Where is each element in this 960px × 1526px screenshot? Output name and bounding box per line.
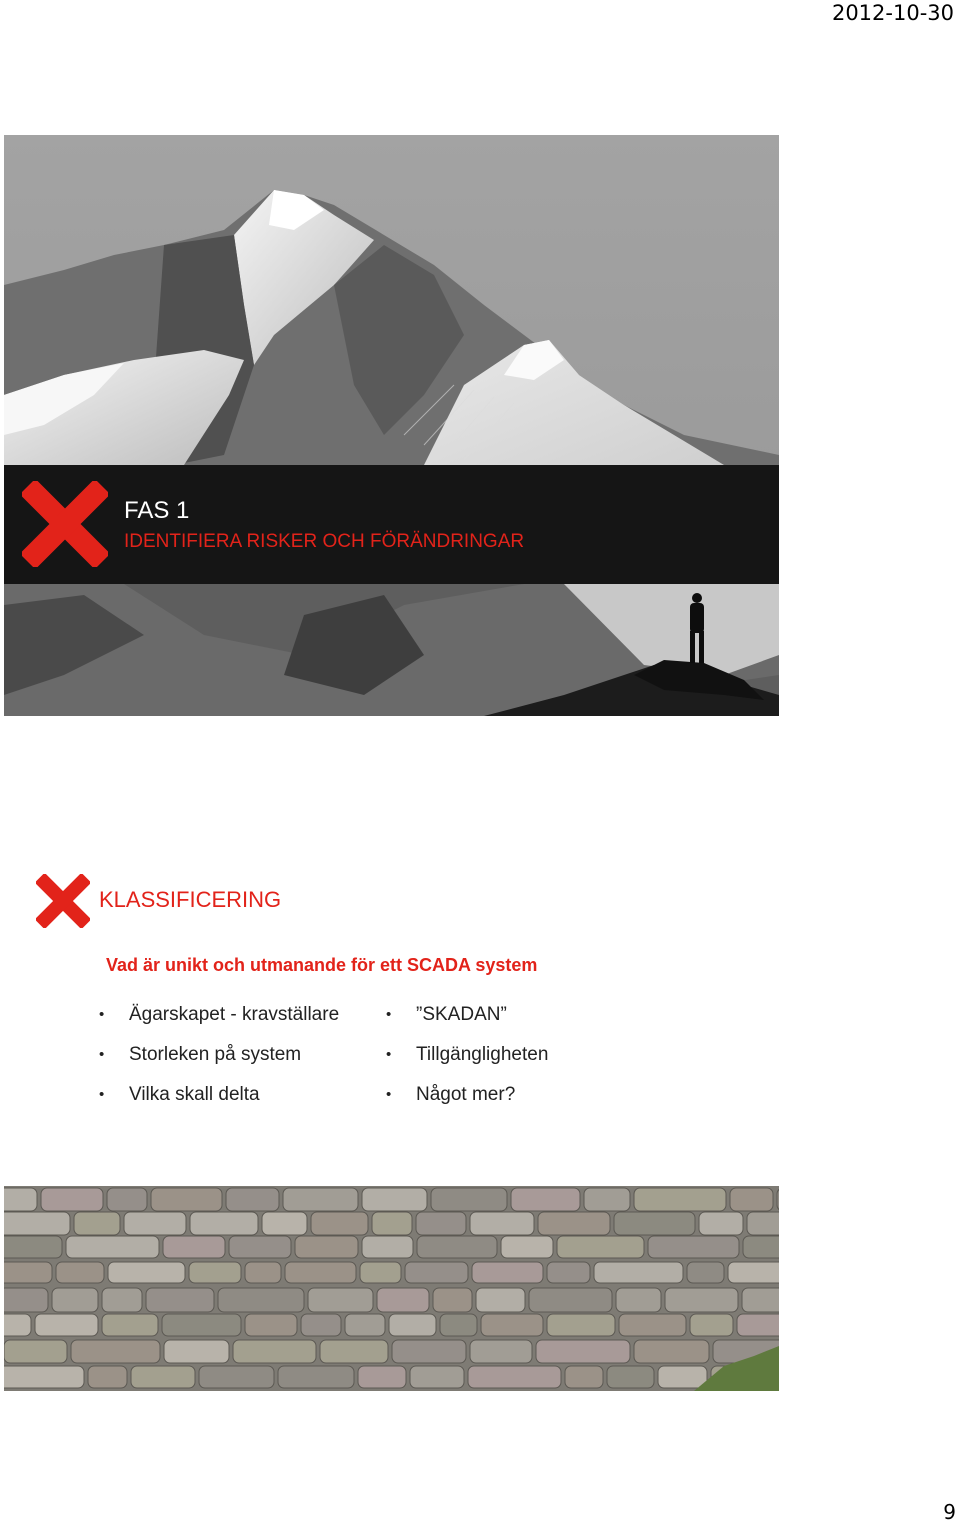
stone: [151, 1188, 222, 1211]
stone: [88, 1366, 127, 1388]
stone: [699, 1212, 743, 1235]
stone: [162, 1314, 241, 1336]
stone: [283, 1188, 358, 1211]
stone: [189, 1262, 241, 1283]
stone: [4, 1340, 67, 1363]
stone: [389, 1314, 436, 1336]
page-number: 9: [943, 1500, 956, 1524]
stone: [405, 1262, 468, 1283]
stone: [547, 1262, 590, 1283]
stone: [737, 1314, 779, 1336]
slide-question: Vad är unikt och utmanande för ett SCADA system: [106, 955, 538, 975]
stone: [470, 1340, 532, 1363]
stone: [108, 1262, 185, 1283]
red-x-icon: [36, 874, 90, 928]
stone: [4, 1314, 31, 1336]
stone: [301, 1314, 341, 1336]
slide-fas1: [4, 135, 779, 716]
stone: [4, 1288, 48, 1312]
stone: [107, 1188, 147, 1211]
stone-wall-photo: [4, 1186, 779, 1391]
stone: [320, 1340, 388, 1363]
stone: [410, 1366, 464, 1388]
stone: [35, 1314, 98, 1336]
stone: [743, 1236, 779, 1258]
stone: [164, 1340, 229, 1363]
stone: [124, 1212, 186, 1235]
stone: [4, 1366, 84, 1388]
stone: [218, 1288, 304, 1312]
stone: [742, 1288, 779, 1312]
stone: [285, 1262, 356, 1283]
stone: [362, 1236, 413, 1258]
stone: [52, 1288, 98, 1312]
stone: [470, 1212, 534, 1235]
stone: [102, 1314, 158, 1336]
list-item: • Ägarskapet - kravställare: [99, 1002, 339, 1042]
stone: [536, 1340, 630, 1363]
stone: [468, 1366, 561, 1388]
list-item: • Tillgängligheten: [386, 1042, 548, 1082]
stone: [74, 1212, 120, 1235]
stone: [199, 1366, 274, 1388]
stone: [146, 1288, 214, 1312]
stone: [614, 1212, 695, 1235]
mountain-photo: [4, 135, 779, 716]
slide-title: KLASSIFICERING: [99, 887, 282, 912]
stone: [41, 1188, 103, 1211]
stone: [634, 1340, 709, 1363]
stone: [233, 1340, 316, 1363]
stone: [4, 1188, 37, 1211]
stone: [102, 1288, 142, 1312]
page-date: 2012-10-30: [831, 1, 954, 25]
slide-stone-wall: [4, 1186, 779, 1391]
slide-banner: [4, 465, 779, 584]
stone: [658, 1366, 707, 1388]
stone: [431, 1188, 507, 1211]
stone: [619, 1314, 686, 1336]
stone: [262, 1212, 307, 1235]
stone: [472, 1262, 543, 1283]
stone: [481, 1314, 543, 1336]
stone: [245, 1262, 281, 1283]
stone: [4, 1262, 52, 1283]
stone: [594, 1262, 683, 1283]
stone: [56, 1262, 104, 1283]
stone: [229, 1236, 291, 1258]
stone: [308, 1288, 373, 1312]
red-x-icon: [22, 481, 108, 567]
stone: [131, 1366, 195, 1388]
list-item: • Något mer?: [386, 1082, 548, 1122]
stone: [66, 1236, 159, 1258]
stone: [538, 1212, 610, 1235]
stone: [360, 1262, 401, 1283]
stone: [687, 1262, 724, 1283]
stone: [730, 1188, 773, 1211]
stone: [728, 1262, 779, 1283]
stone: [634, 1188, 726, 1211]
slide-subtitle: IDENTIFIERA RISKER OCH FÖRÄNDRINGAR: [124, 531, 525, 552]
slide-title: FAS 1: [124, 497, 190, 524]
stone: [392, 1340, 466, 1363]
stone: [358, 1366, 406, 1388]
stone: [584, 1188, 630, 1211]
list-item: • Storleken på system: [99, 1042, 339, 1082]
stone: [71, 1340, 160, 1363]
stone: [190, 1212, 258, 1235]
stone: [557, 1236, 644, 1258]
stone: [616, 1288, 661, 1312]
stone: [416, 1212, 466, 1235]
stone: [417, 1236, 497, 1258]
stone: [565, 1366, 603, 1388]
stone: [529, 1288, 612, 1312]
stone: [501, 1236, 553, 1258]
stone: [648, 1236, 739, 1258]
stone: [311, 1212, 368, 1235]
stone: [295, 1236, 358, 1258]
stone: [433, 1288, 472, 1312]
stone: [747, 1212, 779, 1235]
stone: [440, 1314, 477, 1336]
stone: [372, 1212, 412, 1235]
stone: [278, 1366, 354, 1388]
stone: [163, 1236, 225, 1258]
stone: [245, 1314, 297, 1336]
stone: [511, 1188, 580, 1211]
stone: [377, 1288, 429, 1312]
stone: [345, 1314, 385, 1336]
list-item: • Vilka skall delta: [99, 1082, 339, 1122]
stone: [777, 1188, 779, 1211]
stone: [476, 1288, 525, 1312]
stone: [4, 1236, 62, 1258]
bullet-list-left: [99, 1002, 339, 1122]
stone: [665, 1288, 738, 1312]
stone: [4, 1212, 70, 1235]
bullet-list-right: [386, 1002, 548, 1122]
stone: [547, 1314, 615, 1336]
stone: [226, 1188, 279, 1211]
list-item: • ”SKADAN”: [386, 1002, 548, 1042]
stone: [690, 1314, 733, 1336]
stone: [607, 1366, 654, 1388]
stone: [362, 1188, 427, 1211]
